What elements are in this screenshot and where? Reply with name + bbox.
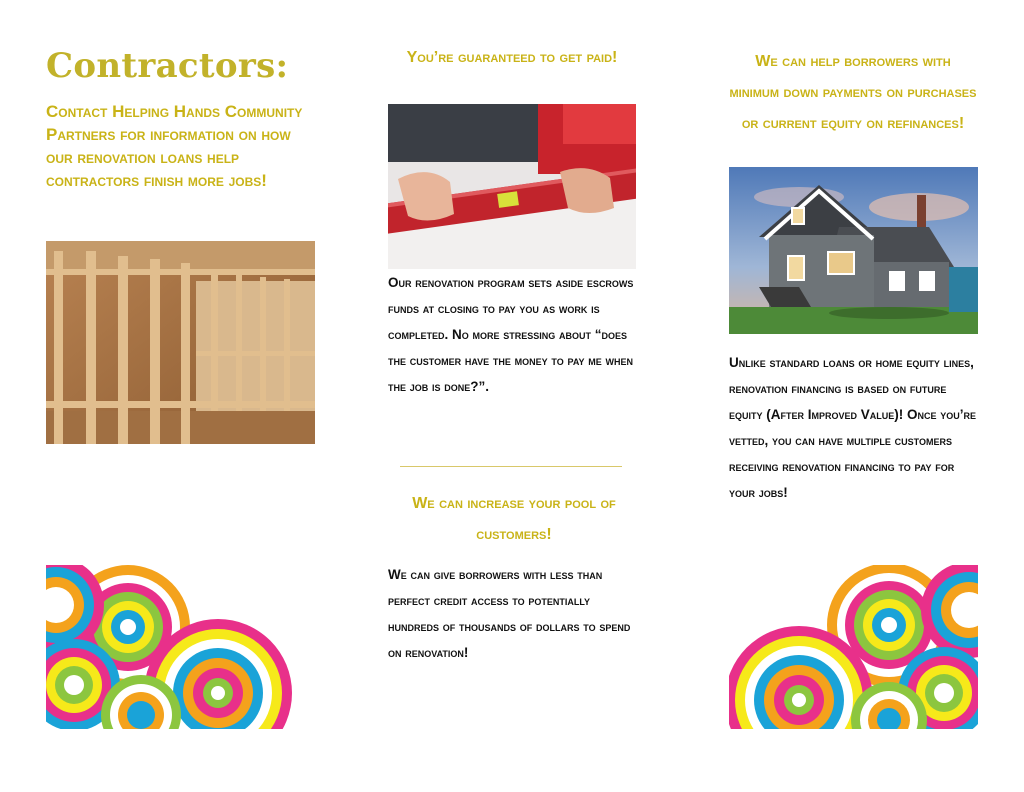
section-divider [400,466,622,467]
decorative-circles-right [729,565,978,729]
decorative-circles-left [46,565,296,729]
escrow-body: Our renovation program sets aside escrows funds at closing to pay you as work is completed. No more stressing about “does the customer have the money to pay me when the job is done?”. [388,275,634,394]
down-payment-heading: We can help borrowers with minimum down payments on purchases or current equity on refinances! [729,53,977,132]
framing-photo [46,241,315,444]
future-equity-body: Unlike standard loans or home equity lines, renovation financing is based on future equity (After Improved Value)! Once you’re vetted, you can have multiple customers receiving renovation financing to pay for your jobs! [729,355,977,500]
customers-body: We can give borrowers with less than perfect credit access to potentially hundreds of thousands of dollars to spend on renovation! [388,567,631,660]
house-photo [729,167,978,334]
guaranteed-heading: You’re guaranteed to get paid! [406,49,618,66]
customers-heading: We can increase your pool of customers! [412,495,616,543]
page-title: Contractors: [46,46,289,86]
level-photo [388,104,636,269]
intro-text: Contact Helping Hands Community Partners for information on how our renovation loans help contractors finish more jobs! [46,102,303,190]
